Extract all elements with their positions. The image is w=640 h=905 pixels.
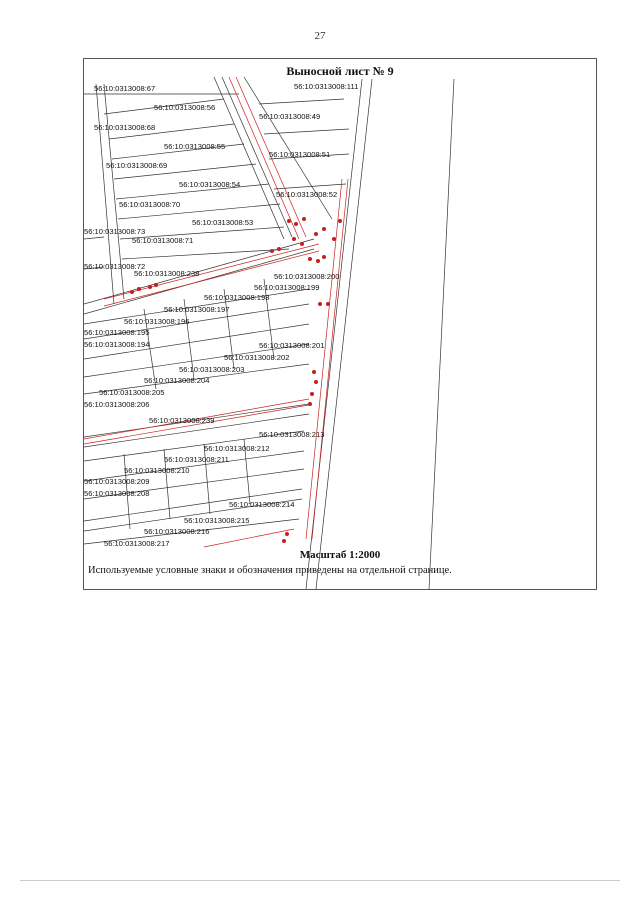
parcel-label: 56:10:0313008:53 xyxy=(192,218,254,227)
parcel-label: 56:10:0313008:69 xyxy=(106,161,168,170)
page-number: 27 xyxy=(314,30,326,42)
parcel-label: 56:10:0313008:200 xyxy=(274,272,340,281)
parcel-label: 56:10:0313008:54 xyxy=(179,180,241,189)
parcel-label: 56:10:0313008:70 xyxy=(119,200,181,209)
parcel-label: 56:10:0313008:51 xyxy=(269,150,331,159)
parcel-label: 56:10:0313008:238 xyxy=(134,269,200,278)
parcel-label: 56:10:0313008:73 xyxy=(84,227,146,236)
parcel-label: 56:10:0313008:111 xyxy=(294,82,359,91)
parcel-label: 56:10:0313008:208 xyxy=(84,489,150,498)
parcel-label: 56:10:0313008:194 xyxy=(84,340,150,349)
parcel-label: 56:10:0313008:198 xyxy=(204,293,270,302)
parcel-label: 56:10:0313008:202 xyxy=(224,353,290,362)
parcel-label: 56:10:0313008:201 xyxy=(259,341,325,350)
parcel-label: 56:10:0313008:210 xyxy=(124,466,190,475)
parcel-label: 56:10:0313008:196 xyxy=(124,317,190,326)
parcel-label: 56:10:0313008:56 xyxy=(154,103,216,112)
legend-note: Используемые условные знаки и обозначения приведены на отдельной странице. xyxy=(88,565,452,576)
parcel-label: 56:10:0313008:239 xyxy=(149,416,215,425)
parcel-label: 56:10:0313008:212 xyxy=(204,444,270,453)
parcel-label: 56:10:0313008:211 xyxy=(164,455,229,464)
parcel-label: 56:10:0313008:203 xyxy=(179,365,245,374)
parcel-label: 56:10:0313008:71 xyxy=(132,236,194,245)
parcel-label: 56:10:0313008:199 xyxy=(254,283,320,292)
parcel-label: 56:10:0313008:215 xyxy=(184,516,250,525)
parcel-label: 56:10:0313008:55 xyxy=(164,142,226,151)
parcel-label: 56:10:0313008:195 xyxy=(84,328,150,337)
parcel-label: 56:10:0313008:217 xyxy=(104,539,170,548)
parcel-label: 56:10:0313008:68 xyxy=(94,123,156,132)
parcel-label: 56:10:0313008:67 xyxy=(94,84,156,93)
parcel-label: 56:10:0313008:209 xyxy=(84,477,150,486)
scale-label: Масштаб 1:2000 xyxy=(299,549,381,561)
parcel-label: 56:10:0313008:49 xyxy=(259,112,321,121)
bottom-divider xyxy=(20,880,620,881)
parcel-label: 56:10:0313008:216 xyxy=(144,527,210,536)
parcel-label: 56:10:0313008:52 xyxy=(276,190,338,199)
parcel-label: 56:10:0313008:72 xyxy=(84,262,146,271)
sheet-title: Выносной лист № 9 xyxy=(286,64,394,78)
parcel-labels xyxy=(84,82,358,548)
parcel-label: 56:10:0313008:213 xyxy=(259,430,325,439)
parcel-label: 56:10:0313008:204 xyxy=(144,376,210,385)
parcel-label: 56:10:0313008:206 xyxy=(84,400,150,409)
parcel-label: 56:10:0313008:205 xyxy=(99,388,165,397)
parcel-label: 56:10:0313008:214 xyxy=(229,500,295,509)
parcel-label: 56:10:0313008:197 xyxy=(164,305,230,314)
map-frame xyxy=(83,58,597,590)
cadastral-map[interactable] xyxy=(84,59,596,589)
